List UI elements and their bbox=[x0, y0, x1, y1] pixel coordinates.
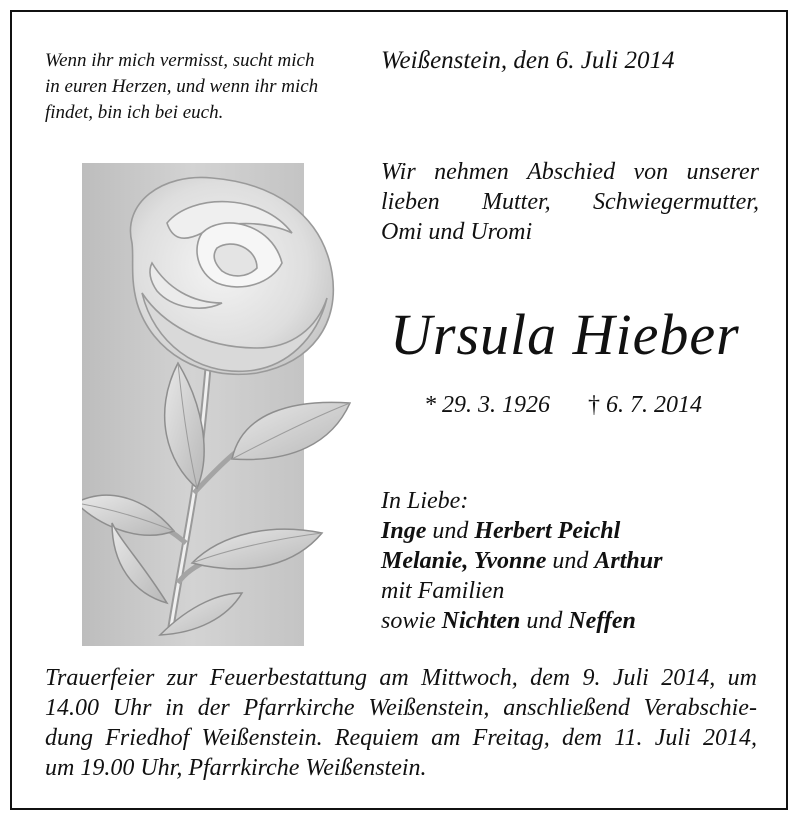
rose-icon bbox=[82, 163, 374, 646]
ceremony-word: 11. bbox=[614, 725, 643, 751]
ceremony-word: Trauerfeier bbox=[45, 665, 155, 691]
quote-line: in euren Herzen, und wenn ihr mich bbox=[45, 76, 319, 97]
deceased-name: Ursula Hieber bbox=[390, 302, 740, 367]
farewell-word: lieben bbox=[381, 189, 440, 215]
ceremony-word: Freitag, bbox=[472, 725, 550, 751]
ceremony-word: anschließend bbox=[503, 695, 630, 721]
mourner-name: Melanie, Yvonne bbox=[381, 548, 547, 574]
ceremony-word: 14.00 bbox=[45, 695, 99, 721]
ceremony-word: dem bbox=[562, 725, 602, 751]
ceremony-word: 9. bbox=[582, 665, 601, 691]
mourner-name: Inge bbox=[381, 518, 427, 544]
conjunction: und bbox=[432, 518, 469, 544]
ceremony-word: Juli bbox=[654, 725, 691, 751]
conjunction: und bbox=[552, 548, 589, 574]
farewell-word: Wir bbox=[381, 159, 416, 185]
ceremony-word: dung bbox=[45, 725, 93, 751]
farewell-line: Omi und Uromi bbox=[381, 219, 533, 245]
ceremony-word: Pfarrkirche bbox=[243, 695, 355, 721]
ceremony-word: der bbox=[197, 695, 230, 721]
memorial-quote bbox=[45, 48, 365, 126]
ceremony-word: 2014, bbox=[702, 725, 757, 751]
quote-line: Wenn ihr mich vermisst, sucht mich bbox=[45, 50, 315, 71]
ceremony-word: Requiem bbox=[334, 725, 419, 751]
cross-icon: † bbox=[588, 392, 600, 418]
mourner-name: Arthur bbox=[594, 548, 663, 574]
ceremony-word: Juli bbox=[612, 665, 649, 691]
mourner-name: Neffen bbox=[568, 608, 636, 634]
mourners-line bbox=[381, 516, 662, 546]
quote-line: findet, bin ich bei euch. bbox=[45, 102, 224, 123]
farewell-word: von bbox=[633, 159, 669, 185]
mourners-line bbox=[381, 606, 662, 636]
death-date: 6. 7. 2014 bbox=[606, 392, 702, 418]
ceremony-word: zur bbox=[166, 665, 198, 691]
ceremony-word: Mittwoch, bbox=[421, 665, 518, 691]
ceremony-word: 2014, bbox=[661, 665, 716, 691]
conjunction: sowie bbox=[381, 608, 436, 634]
ceremony-text bbox=[45, 663, 757, 783]
place-date: Weißenstein, den 6. Juli 2014 bbox=[381, 47, 675, 74]
birth-date: * 29. 3. 1926 bbox=[424, 392, 550, 418]
ceremony-word: am bbox=[431, 725, 461, 751]
farewell-word: nehmen bbox=[434, 159, 509, 185]
ceremony-word: Weißenstein. bbox=[201, 725, 323, 751]
ceremony-word: Feuerbestattung bbox=[209, 665, 368, 691]
mourner-name: Herbert Peichl bbox=[474, 518, 621, 544]
ceremony-word: Uhr bbox=[112, 695, 152, 721]
farewell-word: Abschied bbox=[527, 159, 616, 185]
mourner-name: Nichten bbox=[441, 608, 521, 634]
farewell-word: unserer bbox=[686, 159, 759, 185]
mourners-line: mit Familien bbox=[381, 578, 505, 604]
ceremony-word: in bbox=[165, 695, 184, 721]
mourners-line bbox=[381, 546, 662, 576]
ceremony-word: am bbox=[379, 665, 409, 691]
ceremony-word: Weißenstein, bbox=[368, 695, 490, 721]
life-dates bbox=[424, 390, 702, 420]
mourners-intro: In Liebe: bbox=[381, 488, 469, 514]
farewell-text bbox=[381, 157, 759, 247]
ceremony-word: um bbox=[727, 665, 757, 691]
farewell-word: Schwiegermutter, bbox=[593, 189, 759, 215]
farewell-word: Mutter, bbox=[481, 189, 551, 215]
ceremony-word: dem bbox=[530, 665, 571, 691]
ceremony-word: Verabschie- bbox=[643, 695, 757, 721]
ceremony-word: Friedhof bbox=[105, 725, 190, 751]
ceremony-line: um 19.00 Uhr, Pfarrkirche Weißenstein. bbox=[45, 755, 427, 781]
conjunction: und bbox=[526, 608, 563, 634]
mourners bbox=[381, 486, 662, 636]
rose-illustration bbox=[82, 163, 374, 646]
